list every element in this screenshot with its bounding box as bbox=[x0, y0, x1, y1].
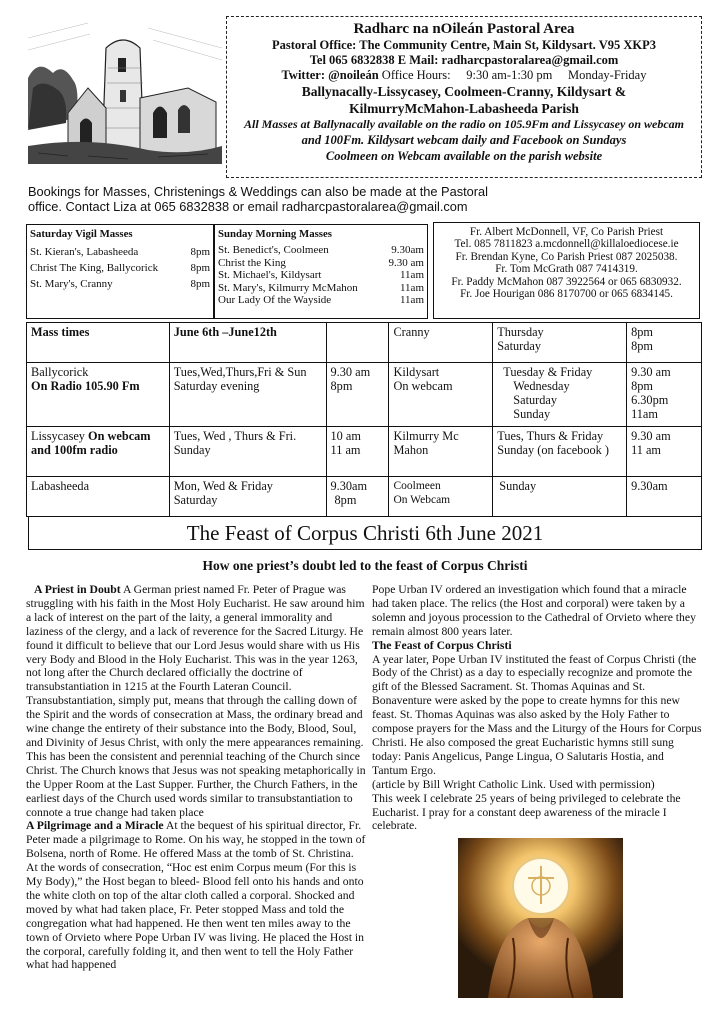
table-cell-times: 9.30 am 8pm bbox=[326, 363, 389, 427]
mass-place: St. Kieran's, Labasheeda bbox=[30, 246, 139, 258]
hours-time: 9:30 am-1:30 pm bbox=[466, 68, 553, 82]
twitter-handle: Twitter: @noileán bbox=[281, 68, 379, 82]
section-heading: A Priest in Doubt bbox=[34, 583, 121, 596]
mass-place: Our Lady Of the Wayside bbox=[218, 294, 332, 307]
table-cell-times: 9.30am 8pm bbox=[326, 477, 389, 517]
priest-line: Fr. Brendan Kyne, Co Parish Priest 087 2025038. bbox=[455, 250, 678, 263]
table-cell-days: Tues, Wed , Thurs & Fri. Sunday bbox=[169, 427, 326, 477]
article-title: How one priest’s doubt led to the feast of Corpus Christi bbox=[202, 558, 528, 573]
table-cell-cranny-times: 8pm 8pm bbox=[627, 323, 702, 363]
mass-row bbox=[218, 294, 424, 307]
table-cell-lissycasey: Lissycasey On webcam and 100fm radio bbox=[27, 427, 170, 477]
article-paragraph: This week I celebrate 25 years of being privileged to celebrate the Eucharist. I pray for a constant deep awareness of the miracle I celebrate. bbox=[372, 791, 681, 833]
table-cell-days: Sunday bbox=[493, 477, 627, 517]
article-paragraph: A year later, Pope Urban IV instituted the feast of Corpus Christi (the Body of the Christ) as a day to especially recognize and promote the gift of the Blessed Sacrament. St. Thomas Aquinas and St. Bonaventure were asked by the pope to create hymns for this new feast. St. Thomas Aquinas was also asked by the Holy Father to compose prayers for the Mass and the Liturgy of the Hours for Corpus Christi. He also composed the great Eucharistic hymns still sung today: Panis Angelicus, Pange Lingua, O Salutaris Hostia, and Tantum Ergo. bbox=[372, 652, 702, 777]
feast-title-banner: The Feast of Corpus Christi 6th June 2021 bbox=[28, 516, 702, 550]
article-paragraph: A Pilgrimage and a Miracle At the bequest of his spiritual director, Fr. Peter made a pilgrimage to Rome. On his way, he stopped in the town of Bolsena, north of Rome. He offered Mass at the tomb of St. Christina. At the words of consecration, “Hoc est enim Corpus meum (For this is My Body),” the Host began to bleed- Blood fell onto his hands and onto the white cloth on top of the altar cloth called a corporal. Shocked and moved by what had taken place, Fr. Peter stopped Mass and told the congregation what had happened. He then went ten miles away to the town of Orvieto where Pope Urban IV was living. He placed the Host in the corporal, carefully folding it, and then went to tell the Holy Father what had happened bbox=[26, 819, 366, 972]
priest-line: Fr. Tom McGrath 087 7414319. bbox=[495, 263, 638, 276]
table-cell-days: Tues,Wed,Thurs,Fri & Sun Saturday evening bbox=[169, 363, 326, 427]
saturday-masses-box bbox=[26, 224, 214, 319]
table-cell-coolmeen: Coolmeen On Webcam bbox=[389, 477, 493, 517]
table-cell-kilmurry: Kilmurry Mc Mahon bbox=[389, 427, 493, 477]
mass-time: 11am bbox=[399, 269, 424, 282]
priest-line: Fr. Albert McDonnell, VF, Co Parish Priest bbox=[469, 226, 664, 238]
table-row bbox=[27, 477, 702, 517]
table-cell-cranny: Cranny bbox=[389, 323, 493, 363]
mass-place: Christ The King, Ballycorick bbox=[30, 262, 159, 274]
table-cell-kildysart: Kildysart On webcam bbox=[389, 363, 493, 427]
saturday-heading: Saturday Vigil Masses bbox=[30, 228, 133, 240]
article-paragraph: Pope Urban IV ordered an investigation which found that a miracle had taken place. The relics (the Host and corporal) were taken by a solemn and joyous procession to the Cathedral of Orvieto where they remain almost 800 years later. bbox=[372, 583, 696, 638]
table-cell-times: 9.30am bbox=[627, 477, 702, 517]
radio-info-2: and 100Fm. Kildysart webcam daily and Facebook on Sundays bbox=[301, 133, 627, 147]
table-cell-times: 9.30 am 8pm 6.30pm 11am bbox=[627, 363, 702, 427]
bookings-line-1: Bookings for Masses, Christenings & Weddings can also be made at the Pastoral bbox=[28, 184, 488, 199]
sunday-masses-box bbox=[214, 224, 428, 319]
table-cell-days: Mon, Wed & Friday Saturday bbox=[169, 477, 326, 517]
mass-times-table bbox=[26, 322, 702, 517]
mass-row bbox=[30, 244, 210, 260]
mass-place: St. Michael's, Kildysart bbox=[218, 269, 322, 282]
article-right-column bbox=[372, 583, 702, 833]
mass-row bbox=[30, 260, 210, 276]
table-cell-times: 10 am 11 am bbox=[326, 427, 389, 477]
mass-row bbox=[30, 276, 210, 292]
mass-time: 11am bbox=[399, 294, 424, 307]
host-illustration bbox=[458, 838, 623, 998]
mass-time: 9.30am bbox=[391, 244, 424, 256]
table-header-dates: June 6th –June12th bbox=[169, 323, 326, 363]
table-row bbox=[27, 323, 702, 363]
bookings-line-2: office. Contact Liza at 065 6832838 or email radharcpastoralarea@gmail.com bbox=[28, 199, 468, 214]
table-cell bbox=[326, 323, 389, 363]
table-cell-cranny-days: Thursday Saturday bbox=[493, 323, 627, 363]
table-row bbox=[27, 427, 702, 477]
priests-contact-box bbox=[433, 222, 700, 319]
table-cell-times: 9.30 am 11 am bbox=[627, 427, 702, 477]
hours-days: Monday-Friday bbox=[568, 68, 647, 82]
parish-names-2: KilmurryMcMahon-Labasheeda Parish bbox=[349, 101, 579, 116]
mass-row bbox=[218, 269, 424, 282]
mass-place: Christ the King bbox=[218, 256, 286, 269]
sunday-heading: Sunday Morning Masses bbox=[218, 228, 332, 240]
hours-label: Office Hours: bbox=[381, 68, 451, 82]
eucharist-host-photo bbox=[458, 838, 623, 998]
section-heading: A Pilgrimage and a Miracle bbox=[26, 819, 164, 833]
priest-line: Fr. Joe Hourigan 086 8170700 or 065 6834145. bbox=[460, 288, 673, 301]
mass-row bbox=[218, 282, 424, 295]
table-cell-days: Tuesday & Friday Wednesday Saturday Sunday bbox=[493, 363, 627, 427]
table-cell-ballycorick: Ballycorick On Radio 105.90 Fm bbox=[27, 363, 170, 427]
mass-time: 9.30 am bbox=[388, 256, 424, 269]
header-box bbox=[226, 16, 702, 178]
section-heading: The Feast of Corpus Christi bbox=[372, 638, 512, 652]
office-contact: Tel 065 6832838 E Mail: radharcpastoralarea@gmail.com bbox=[309, 53, 619, 67]
church-sketch bbox=[28, 18, 222, 164]
church-illustration bbox=[28, 18, 222, 164]
mass-place: St. Mary's, Cranny bbox=[30, 278, 113, 290]
office-address: Pastoral Office: The Community Centre, Main St, Kildysart. V95 XKP3 bbox=[272, 38, 656, 52]
article-left-column bbox=[26, 583, 366, 972]
mass-place: St. Mary's, Kilmurry McMahon bbox=[218, 281, 358, 294]
bookings-notice bbox=[28, 184, 688, 214]
mass-row bbox=[218, 257, 424, 270]
table-cell-labasheeda: Labasheeda bbox=[27, 477, 170, 517]
priest-line: Tel. 085 7811823 a.mcdonnell@killaloediocese.ie bbox=[454, 238, 679, 251]
article-paragraph: A Priest in Doubt A German priest named Fr. Peter of Prague was struggling with his faith in the Most Holy Eucharist. He saw around him a lack of interest on the part of the laity, a general immorality and laziness of the clergy, and a lack of reverence for the Sacred Liturgy. He found it difficult to believe that our Lord Jesus would share with us His very Body and Blood in the Holy Eucharist. This was in the year 1263, not long after the Church declared officially the doctrine of transubstantiation in 1215 at the Fourth Lateran Council. Transubstantiation, simply put, means that through the calling down of the Spirit and the words of consecration at Mass, the ordinary bread and wine change the entirety of their substance into the Body, Blood, Soul, and Divinity of Jesus Christ, with only the mere appearances remaining. This has been the consistent and perennial teaching of the Church since Christ. The Church knows that Jesus was not speaking metaphorically in the Upper Room at the Last Supper. Further, the Church Fathers, in the earliest days of the Church used words similar to transubstantiation to connote a true change had taken place bbox=[26, 583, 366, 819]
mass-time: 8pm bbox=[190, 278, 210, 290]
mass-time: 11am bbox=[399, 281, 424, 294]
parish-names-1: Ballynacally-Lissycasey, Coolmeen-Cranny, Kildysart & bbox=[301, 84, 627, 99]
article-credit: (article by Bill Wright Catholic Link. Used with permission) bbox=[372, 777, 655, 791]
mass-time: 8pm bbox=[190, 246, 210, 258]
mass-time: 8pm bbox=[190, 262, 210, 274]
webcam-info: Coolmeen on Webcam available on the parish website bbox=[325, 149, 603, 163]
table-cell-days: Tues, Thurs & Friday Sunday (on facebook ) bbox=[493, 427, 627, 477]
pastoral-area-title: Radharc na nOileán Pastoral Area bbox=[353, 21, 575, 37]
mass-row bbox=[218, 244, 424, 257]
mass-place: St. Benedict's, Coolmeen bbox=[218, 244, 329, 256]
radio-info-1: All Masses at Ballynacally available on the radio on 105.9Fm and Lissycasey on webcam bbox=[244, 117, 684, 131]
priest-line: Fr. Paddy McMahon 087 3922564 or 065 6830932. bbox=[451, 275, 682, 288]
table-row bbox=[27, 363, 702, 427]
table-header-mass-times: Mass times bbox=[27, 323, 170, 363]
office-hours bbox=[233, 68, 695, 83]
